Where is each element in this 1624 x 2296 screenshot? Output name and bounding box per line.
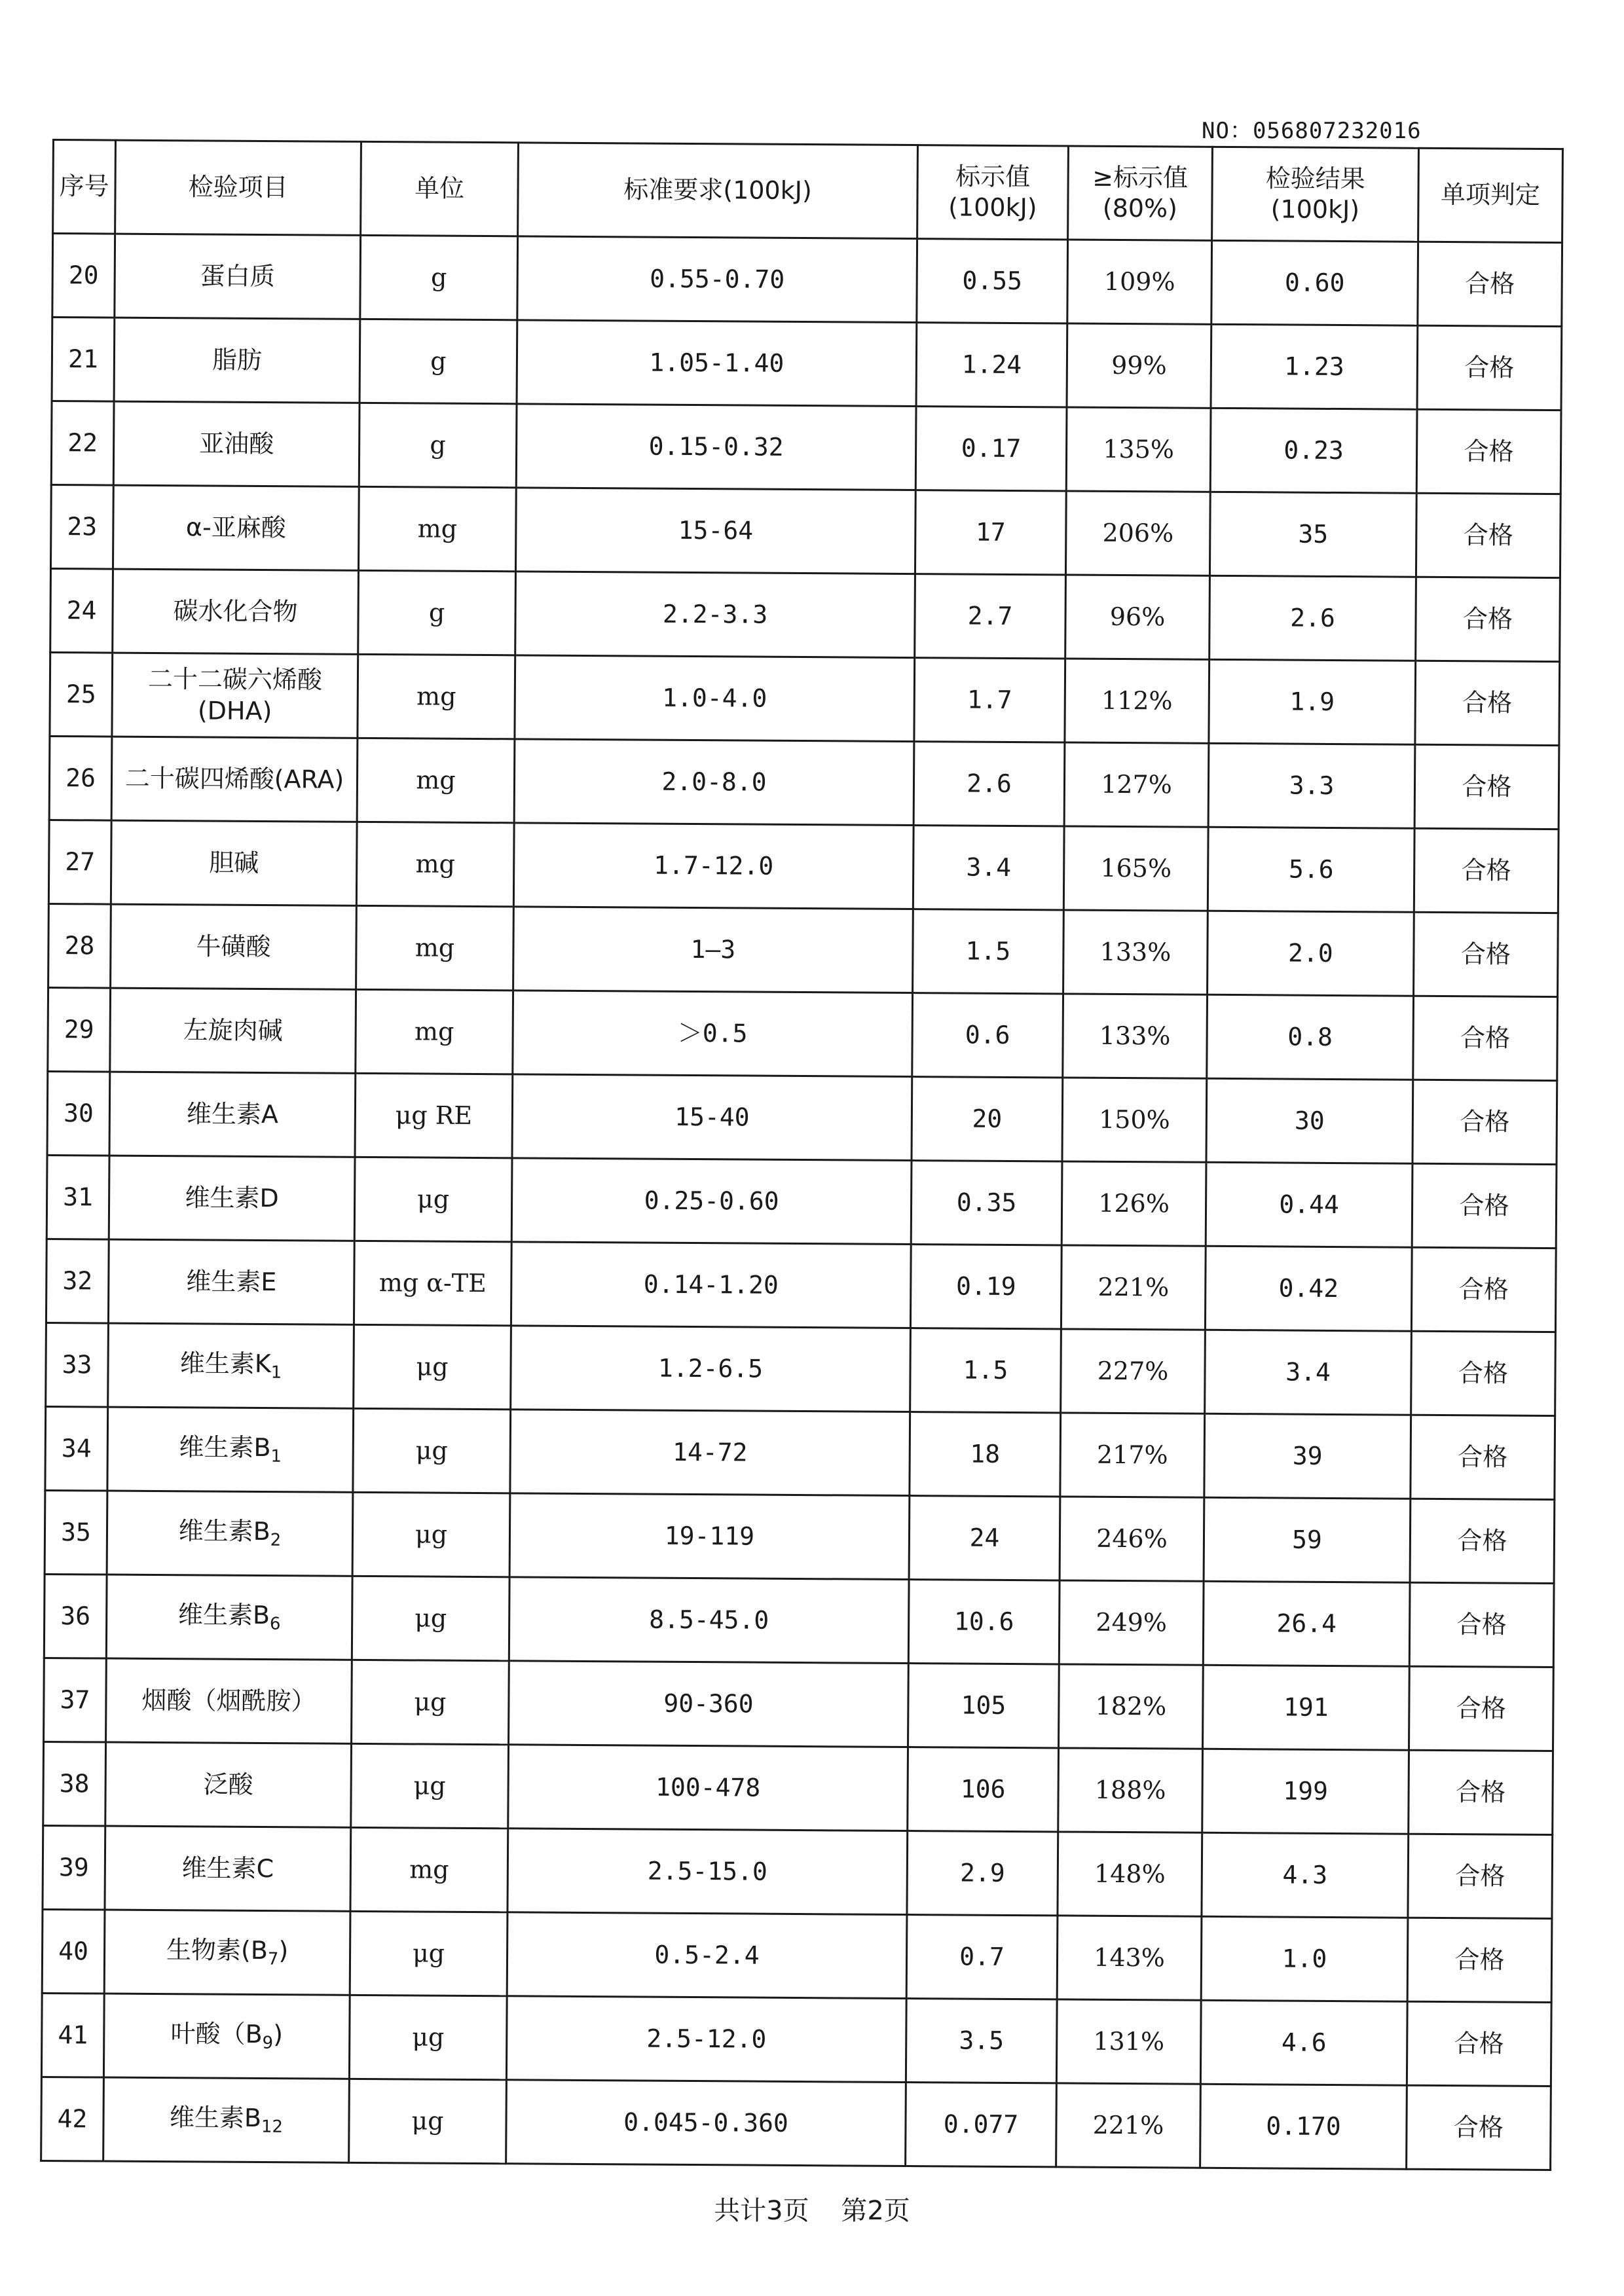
cell-result: 4.6 bbox=[1200, 2000, 1407, 2085]
cell-label-value: 3.4 bbox=[913, 826, 1064, 910]
cell-standard: 14-72 bbox=[510, 1410, 910, 1496]
cell-item bbox=[111, 737, 358, 822]
cell-judgement: 合格 bbox=[1408, 1834, 1553, 1918]
cell-standard: ＞0.5 bbox=[513, 991, 913, 1077]
cell-label-value: 0.19 bbox=[910, 1245, 1061, 1329]
cell-standard: 1.7-12.0 bbox=[513, 823, 913, 909]
table-row bbox=[50, 568, 1560, 661]
cell-percent: 133% bbox=[1063, 994, 1208, 1078]
cell-seq: 30 bbox=[47, 1071, 110, 1156]
header-standard: 标准要求(100kJ) bbox=[518, 143, 918, 239]
cell-result: 0.44 bbox=[1206, 1162, 1412, 1247]
cell-label-value: 0.6 bbox=[912, 993, 1063, 1078]
cell-item bbox=[106, 1658, 352, 1743]
cell-item bbox=[111, 820, 357, 905]
cell-item bbox=[108, 1239, 354, 1324]
cell-unit: μg bbox=[352, 1660, 509, 1744]
item-name: 泛酸 bbox=[203, 1770, 253, 1799]
cell-standard: 0.5-2.4 bbox=[507, 1912, 907, 1999]
item-tail: ) bbox=[273, 2020, 284, 2049]
cell-label-value: 17 bbox=[915, 490, 1066, 575]
item-name: 蛋白质 bbox=[200, 261, 275, 291]
cell-item bbox=[114, 318, 360, 403]
cell-label-value: 1.5 bbox=[910, 1328, 1061, 1413]
cell-judgement: 合格 bbox=[1407, 1918, 1552, 2002]
table-row bbox=[46, 1155, 1557, 1248]
cell-standard: 0.15-0.32 bbox=[516, 404, 916, 490]
cell-result: 199 bbox=[1202, 1749, 1409, 1834]
cell-standard: 2.5-15.0 bbox=[507, 1829, 908, 1915]
item-name: 维生素B bbox=[179, 1432, 271, 1463]
cell-percent: 99% bbox=[1067, 323, 1211, 408]
item-name: 亚油酸 bbox=[199, 429, 274, 458]
header-item: 检验项目 bbox=[115, 140, 361, 235]
cell-seq: 36 bbox=[44, 1574, 107, 1658]
cell-percent: 109% bbox=[1067, 240, 1212, 324]
item-name: 维生素D bbox=[185, 1183, 279, 1212]
cell-result: 26.4 bbox=[1203, 1581, 1410, 1666]
cell-percent: 206% bbox=[1065, 491, 1210, 575]
item-subscript: 12 bbox=[261, 2117, 284, 2137]
cell-percent: 182% bbox=[1059, 1664, 1204, 1749]
cell-seq: 33 bbox=[46, 1322, 109, 1407]
cell-item bbox=[115, 234, 361, 319]
cell-seq: 39 bbox=[43, 1825, 105, 1910]
cell-unit: μg bbox=[354, 1157, 512, 1241]
cell-percent: 246% bbox=[1060, 1497, 1204, 1581]
cell-judgement: 合格 bbox=[1412, 1163, 1557, 1248]
cell-label-value: 1.5 bbox=[913, 909, 1064, 994]
current-page: 第2页 bbox=[841, 2196, 910, 2226]
header-label-value-line2: (100kJ) bbox=[948, 192, 1037, 223]
cell-unit: μg bbox=[352, 1576, 509, 1660]
table-row bbox=[48, 820, 1559, 913]
cell-standard: 8.5-45.0 bbox=[509, 1577, 909, 1664]
item-name: 牛磺酸 bbox=[196, 932, 271, 961]
cell-standard: 90-360 bbox=[509, 1661, 909, 1747]
cell-standard: 100-478 bbox=[508, 1745, 908, 1831]
table-row bbox=[44, 1658, 1554, 1751]
cell-percent: 127% bbox=[1064, 742, 1209, 827]
cell-seq: 23 bbox=[50, 484, 113, 569]
cell-result: 0.60 bbox=[1211, 240, 1418, 325]
cell-result: 1.23 bbox=[1211, 324, 1418, 409]
cell-judgement: 合格 bbox=[1411, 1331, 1556, 1415]
cell-item bbox=[103, 2077, 350, 2162]
item-name: 脂肪 bbox=[212, 345, 263, 374]
cell-standard: 1—3 bbox=[513, 907, 913, 993]
cell-percent: 126% bbox=[1061, 1161, 1206, 1246]
cell-unit: g bbox=[360, 235, 518, 319]
cell-judgement: 合格 bbox=[1416, 493, 1560, 577]
cell-seq: 27 bbox=[48, 820, 111, 904]
table-row bbox=[46, 1239, 1556, 1332]
cell-unit: μg bbox=[351, 1743, 509, 1828]
cell-result: 0.8 bbox=[1207, 994, 1414, 1080]
cell-label-value: 2.6 bbox=[913, 742, 1065, 826]
cell-judgement: 合格 bbox=[1414, 912, 1559, 996]
item-name: 烟酸（烟酰胺） bbox=[141, 1685, 316, 1716]
header-result-line2: (100kJ) bbox=[1270, 194, 1360, 225]
table-row bbox=[49, 736, 1559, 829]
cell-seq: 38 bbox=[43, 1741, 106, 1826]
item-subscript: 7 bbox=[267, 1949, 279, 1969]
cell-judgement: 合格 bbox=[1416, 409, 1561, 494]
item-name: 维生素B bbox=[169, 2103, 262, 2132]
cell-percent: 96% bbox=[1065, 575, 1210, 659]
cell-percent: 188% bbox=[1058, 1748, 1203, 1832]
page-footer bbox=[0, 2190, 1624, 2227]
cell-unit: mg bbox=[350, 1827, 508, 1912]
item-name: 碳水化合物 bbox=[173, 596, 298, 627]
item-subscript: 6 bbox=[269, 1614, 281, 1634]
cell-item bbox=[109, 1072, 356, 1157]
cell-seq: 40 bbox=[42, 1909, 105, 1994]
cell-label-value: 0.17 bbox=[915, 407, 1067, 491]
cell-unit: mg bbox=[356, 905, 514, 990]
cell-judgement: 合格 bbox=[1412, 1080, 1557, 1164]
cell-seq: 37 bbox=[44, 1658, 107, 1742]
cell-result: 0.42 bbox=[1205, 1246, 1412, 1331]
item-subscript: 2 bbox=[270, 1530, 282, 1550]
cell-seq: 28 bbox=[48, 903, 111, 988]
cell-label-value: 20 bbox=[912, 1077, 1063, 1161]
cell-item bbox=[110, 988, 356, 1073]
cell-result: 1.9 bbox=[1209, 659, 1416, 744]
inspection-table bbox=[40, 139, 1564, 2171]
table-row bbox=[48, 903, 1559, 996]
cell-percent: 131% bbox=[1056, 1999, 1201, 2084]
cell-unit: mg α-TE bbox=[354, 1241, 511, 1325]
cell-result: 4.3 bbox=[1202, 1832, 1409, 1918]
cell-standard: 1.2-6.5 bbox=[511, 1326, 911, 1412]
cell-judgement: 合格 bbox=[1410, 1499, 1555, 1583]
header-percent-line1: ≥标示值 bbox=[1092, 162, 1189, 192]
cell-unit: mg bbox=[358, 486, 516, 571]
header-percent-line2: (80%) bbox=[1102, 193, 1178, 223]
cell-judgement: 合格 bbox=[1417, 325, 1562, 410]
cell-result: 2.0 bbox=[1208, 911, 1414, 996]
cell-label-value: 10.6 bbox=[908, 1580, 1060, 1664]
cell-label-value: 24 bbox=[909, 1496, 1060, 1580]
cell-seq: 32 bbox=[46, 1239, 109, 1323]
cell-standard: 1.05-1.40 bbox=[517, 320, 917, 407]
cell-result: 191 bbox=[1203, 1665, 1410, 1750]
item-name: 生物素(B bbox=[166, 1935, 268, 1965]
header-percent bbox=[1068, 146, 1213, 240]
item-name: 左旋肉碱 bbox=[183, 1015, 283, 1045]
header-label-value-line1: 标示值 bbox=[955, 161, 1031, 191]
table-row bbox=[50, 484, 1560, 577]
table-body bbox=[41, 234, 1562, 2170]
cell-seq: 26 bbox=[49, 736, 112, 820]
cell-label-value: 2.9 bbox=[907, 1831, 1058, 1916]
header-label-value bbox=[917, 145, 1069, 240]
cell-item bbox=[113, 485, 359, 570]
cell-standard: 0.14-1.20 bbox=[511, 1242, 911, 1328]
cell-label-value: 105 bbox=[908, 1664, 1060, 1748]
table-row bbox=[52, 234, 1562, 327]
cell-percent: 143% bbox=[1057, 1916, 1202, 2000]
cell-label-value: 0.077 bbox=[906, 2083, 1057, 2167]
header-result bbox=[1212, 147, 1419, 242]
cell-percent: 227% bbox=[1061, 1329, 1206, 1413]
table-row bbox=[45, 1490, 1555, 1583]
cell-seq: 21 bbox=[52, 318, 115, 402]
cell-percent: 133% bbox=[1063, 910, 1208, 994]
item-name: 维生素B bbox=[177, 1600, 270, 1630]
cell-item bbox=[113, 401, 360, 486]
cell-result: 59 bbox=[1204, 1497, 1411, 1582]
cell-seq: 41 bbox=[41, 1993, 104, 2077]
cell-standard: 0.25-0.60 bbox=[511, 1158, 912, 1245]
cell-standard: 15-64 bbox=[515, 488, 915, 574]
table-row bbox=[50, 652, 1560, 745]
cell-result: 39 bbox=[1204, 1413, 1411, 1499]
cell-seq: 34 bbox=[45, 1406, 108, 1491]
total-pages: 共计3页 bbox=[714, 2196, 809, 2226]
table-row bbox=[41, 2077, 1551, 2170]
cell-label-value: 1.24 bbox=[916, 323, 1067, 407]
table-row bbox=[44, 1574, 1554, 1667]
header-row bbox=[53, 140, 1563, 243]
table-row bbox=[46, 1322, 1556, 1415]
table-row bbox=[51, 401, 1561, 494]
cell-unit: g bbox=[358, 570, 516, 655]
cell-item bbox=[107, 1407, 354, 1492]
cell-unit: μg RE bbox=[355, 1073, 513, 1157]
header-unit: 单位 bbox=[361, 141, 519, 236]
table-row bbox=[45, 1406, 1555, 1499]
cell-item bbox=[113, 569, 359, 654]
cell-result: 2.6 bbox=[1209, 575, 1416, 661]
cell-item bbox=[112, 653, 358, 738]
cell-standard: 2.2-3.3 bbox=[515, 572, 915, 658]
cell-percent: 112% bbox=[1065, 659, 1209, 743]
cell-standard: 19-119 bbox=[509, 1493, 910, 1580]
cell-result: 35 bbox=[1209, 492, 1416, 577]
table-row bbox=[41, 1993, 1551, 2086]
cell-result: 0.23 bbox=[1210, 408, 1417, 493]
cell-label-value: 18 bbox=[910, 1412, 1061, 1497]
cell-seq: 22 bbox=[51, 401, 114, 486]
cell-standard: 2.0-8.0 bbox=[514, 739, 914, 826]
cell-judgement: 合格 bbox=[1411, 1247, 1556, 1332]
item-name: 维生素K bbox=[179, 1349, 271, 1379]
table-header bbox=[53, 140, 1563, 243]
cell-judgement: 合格 bbox=[1415, 661, 1560, 745]
cell-percent: 165% bbox=[1063, 826, 1208, 911]
cell-judgement: 合格 bbox=[1411, 1415, 1555, 1499]
cell-percent: 221% bbox=[1056, 2083, 1201, 2168]
cell-judgement: 合格 bbox=[1409, 1666, 1554, 1751]
cell-unit: μg bbox=[354, 1324, 511, 1409]
table-row bbox=[52, 318, 1562, 410]
item-name: 二十二碳六烯酸 bbox=[147, 664, 323, 695]
cell-standard: 15-40 bbox=[512, 1074, 912, 1161]
item-name-line2: (DHA) bbox=[197, 695, 272, 725]
item-name: 维生素A bbox=[186, 1099, 279, 1129]
cell-item bbox=[105, 1826, 351, 1911]
cell-label-value: 0.55 bbox=[917, 239, 1068, 323]
cell-standard: 0.045-0.360 bbox=[506, 2080, 906, 2166]
cell-percent: 135% bbox=[1066, 407, 1211, 492]
header-seq: 序号 bbox=[53, 140, 116, 234]
cell-unit: μg bbox=[349, 1995, 507, 2079]
cell-judgement: 合格 bbox=[1407, 2001, 1551, 2086]
cell-unit: mg bbox=[356, 989, 513, 1074]
cell-item bbox=[107, 1491, 353, 1576]
cell-unit: g bbox=[360, 319, 517, 403]
cell-judgement: 合格 bbox=[1416, 577, 1560, 661]
cell-judgement: 合格 bbox=[1407, 2085, 1551, 2170]
table-row bbox=[48, 987, 1558, 1080]
item-name: 维生素E bbox=[186, 1267, 277, 1296]
cell-judgement: 合格 bbox=[1414, 744, 1559, 829]
item-name: 维生素B bbox=[178, 1516, 270, 1546]
cell-standard: 2.5-12.0 bbox=[506, 1996, 906, 2083]
cell-label-value: 3.5 bbox=[906, 1999, 1057, 2083]
cell-item bbox=[106, 1575, 352, 1660]
cell-unit: μg bbox=[353, 1408, 511, 1493]
item-subscript: 1 bbox=[270, 1446, 282, 1467]
cell-result: 3.4 bbox=[1205, 1330, 1412, 1415]
cell-item bbox=[104, 1910, 350, 1995]
item-name: 二十碳四烯酸(ARA) bbox=[124, 763, 344, 794]
cell-label-value: 0.35 bbox=[911, 1161, 1062, 1245]
cell-seq: 42 bbox=[41, 2077, 104, 2161]
header-judgement: 单项判定 bbox=[1418, 148, 1563, 242]
cell-standard: 0.55-0.70 bbox=[517, 236, 917, 323]
cell-item bbox=[103, 1994, 350, 2079]
cell-seq: 35 bbox=[45, 1490, 107, 1575]
cell-unit: mg bbox=[357, 738, 515, 822]
cell-item bbox=[111, 904, 357, 989]
cell-unit: μg bbox=[350, 1911, 507, 1995]
cell-result: 30 bbox=[1206, 1078, 1413, 1163]
table-row bbox=[42, 1909, 1552, 2002]
cell-seq: 24 bbox=[50, 568, 113, 653]
cell-result: 1.0 bbox=[1201, 1916, 1408, 2001]
cell-judgement: 合格 bbox=[1414, 828, 1559, 913]
cell-seq: 25 bbox=[50, 652, 113, 737]
report-number: NO：056807232016 bbox=[1202, 118, 1422, 144]
cell-unit: mg bbox=[358, 654, 515, 738]
item-subscript: 1 bbox=[270, 1362, 282, 1383]
cell-item bbox=[105, 1742, 352, 1827]
item-tail: ) bbox=[278, 1936, 289, 1965]
table-row bbox=[43, 1825, 1553, 1918]
cell-item bbox=[109, 1156, 355, 1241]
cell-percent: 249% bbox=[1059, 1580, 1204, 1665]
cell-standard: 1.0-4.0 bbox=[515, 655, 915, 742]
cell-label-value: 2.7 bbox=[915, 574, 1066, 659]
cell-percent: 217% bbox=[1060, 1413, 1205, 1497]
cell-unit: mg bbox=[356, 822, 514, 906]
cell-percent: 148% bbox=[1058, 1832, 1202, 1916]
item-name: α-亚麻酸 bbox=[185, 513, 286, 542]
table-row bbox=[43, 1741, 1553, 1834]
cell-label-value: 0.7 bbox=[906, 1915, 1058, 1999]
cell-label-value: 1.7 bbox=[914, 658, 1065, 742]
cell-unit: g bbox=[359, 403, 517, 487]
cell-seq: 29 bbox=[48, 987, 111, 1072]
cell-label-value: 106 bbox=[908, 1747, 1059, 1832]
cell-result: 3.3 bbox=[1208, 743, 1415, 828]
cell-result: 0.170 bbox=[1200, 2084, 1407, 2169]
cell-judgement: 合格 bbox=[1409, 1750, 1553, 1834]
item-name: 叶酸（B bbox=[170, 2019, 263, 2049]
item-subscript: 9 bbox=[262, 2033, 274, 2053]
cell-judgement: 合格 bbox=[1409, 1582, 1554, 1667]
cell-unit: μg bbox=[349, 2079, 507, 2163]
cell-judgement: 合格 bbox=[1418, 242, 1562, 326]
item-name: 维生素C bbox=[181, 1853, 274, 1883]
cell-seq: 20 bbox=[52, 234, 115, 318]
cell-percent: 221% bbox=[1061, 1245, 1206, 1330]
item-name: 胆碱 bbox=[209, 848, 259, 877]
cell-unit: μg bbox=[352, 1492, 510, 1576]
cell-item bbox=[108, 1323, 354, 1408]
table-row bbox=[47, 1071, 1557, 1164]
cell-result: 5.6 bbox=[1208, 827, 1414, 912]
cell-judgement: 合格 bbox=[1413, 996, 1558, 1080]
cell-percent: 150% bbox=[1062, 1078, 1207, 1162]
cell-seq: 31 bbox=[46, 1155, 109, 1239]
header-result-line1: 检验结果 bbox=[1265, 163, 1365, 193]
